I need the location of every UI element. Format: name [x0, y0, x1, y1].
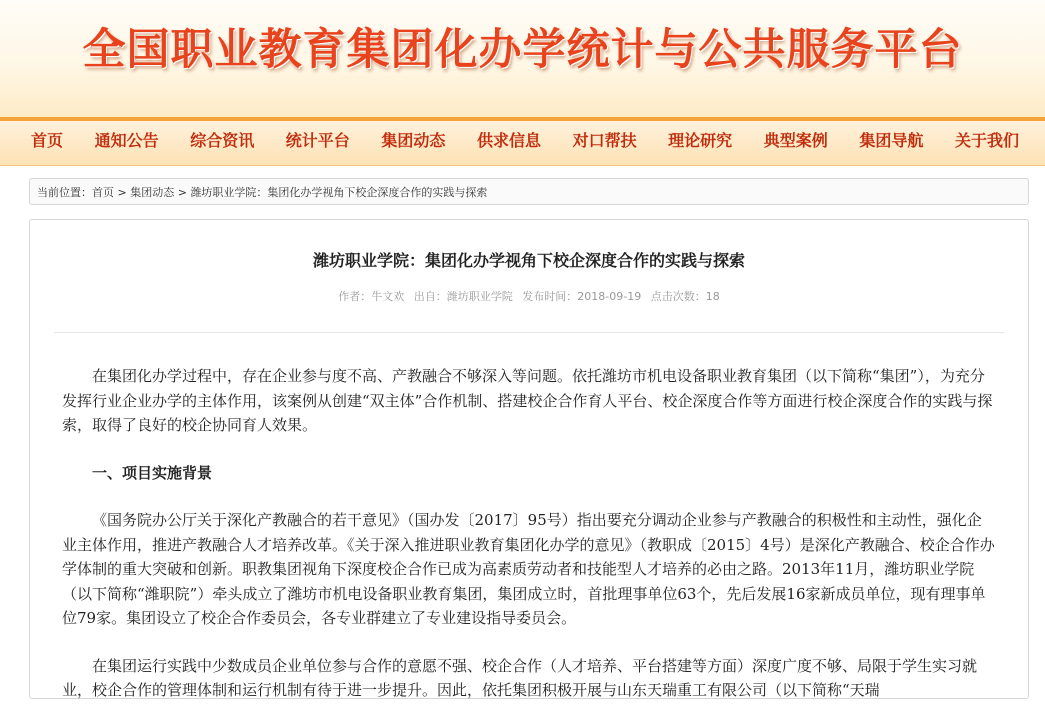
- article-section-heading: 一、项目实施背景: [92, 463, 213, 482]
- nav-item-supply-demand[interactable]: 供求信息: [476, 131, 541, 150]
- article-paragraph: 《国务院办公厅关于深化产教融合的若干意见》（国办发〔2017〕95号）指出要充分调动企业参与产教融合的积极性和主动性，强化企业主体作用，推进产教融合人才培养改革。《关于深入推进职业教育集团化办学的意见》（教职成〔2015〕4号）是深化产教融合、校企合作办学体制的重大突破和创新。职教集团视角下深度校企合作已成为高素质劳动者和技能型人才培养的必由之路。2013年11月，潍坊职业学院（以下简称“潍职院”）牵头成立了潍坊市机电设备职业教育集团，集团成立时，首批理事单位63个，先后发展16家新成员单位，现有理事单位79家。集团设立了校企合作委员会，各专业群建立了专业建设指导委员会。: [62, 511, 995, 627]
- article-paragraph: 在集团运行实践中少数成员企业单位参与合作的意愿不强、校企合作（人才培养、平台搭建等方面）深度广度不够、局限于学生实习就业，校企合作的管理体制和运行机制有待于进一步提升。因此，依托集团积极开展与山东天瑞重工有限公司（以下简称“天瑞: [62, 656, 978, 699]
- article-meta: [30, 288, 1028, 304]
- breadcrumb-current: 潍坊职业学院：集团化办学视角下校企深度合作的实践与探索: [190, 186, 488, 199]
- article-divider: [54, 332, 1004, 333]
- header-banner: [0, 0, 1045, 117]
- article-panel: [29, 219, 1029, 699]
- article-author: 作者：牛文欢: [338, 290, 405, 303]
- article-body: [62, 364, 996, 726]
- nav-item-group-guide[interactable]: 集团导航: [859, 131, 924, 150]
- article-date: 发布时间：2018-09-19: [522, 290, 642, 303]
- breadcrumb-separator: >: [114, 186, 131, 199]
- nav-item-assistance[interactable]: 对口帮扶: [572, 131, 637, 150]
- breadcrumb-section-link[interactable]: 集团动态: [130, 186, 175, 199]
- nav-item-group-news[interactable]: 集团动态: [381, 131, 446, 150]
- breadcrumb-separator: >: [174, 186, 191, 199]
- article-paragraph: 在集团化办学过程中，存在企业参与度不高、产教融合不够深入等问题。依托潍坊市机电设备职业教育集团（以下简称“集团”），为充分发挥行业企业办学的主体作用，该案例从创建“双主体”合作机制、搭建校企合作育人平台、校企深度合作等方面进行校企深度合作的实践与探索，取得了良好的校企协同育人效果。: [62, 367, 993, 434]
- main-nav: [0, 121, 1045, 166]
- nav-item-cases[interactable]: 典型案例: [763, 131, 828, 150]
- article-views: 点击次数：18: [650, 290, 720, 303]
- nav-item-statistics[interactable]: 统计平台: [285, 131, 350, 150]
- nav-item-news[interactable]: 综合资讯: [190, 131, 255, 150]
- article-source: 出自：潍坊职业学院: [413, 290, 513, 303]
- nav-item-about[interactable]: 关于我们: [954, 131, 1019, 150]
- article-title: 潍坊职业学院：集团化办学视角下校企深度合作的实践与探索: [312, 251, 745, 270]
- nav-item-research[interactable]: 理论研究: [668, 131, 733, 150]
- breadcrumb-prefix: 当前位置：: [37, 186, 92, 199]
- nav-item-notices[interactable]: 通知公告: [94, 131, 159, 150]
- breadcrumb-home-link[interactable]: 首页: [92, 186, 114, 199]
- breadcrumb: [29, 178, 1029, 205]
- site-title: 全国职业教育集团化办学统计与公共服务平台: [82, 25, 963, 75]
- nav-item-home[interactable]: 首页: [31, 131, 64, 150]
